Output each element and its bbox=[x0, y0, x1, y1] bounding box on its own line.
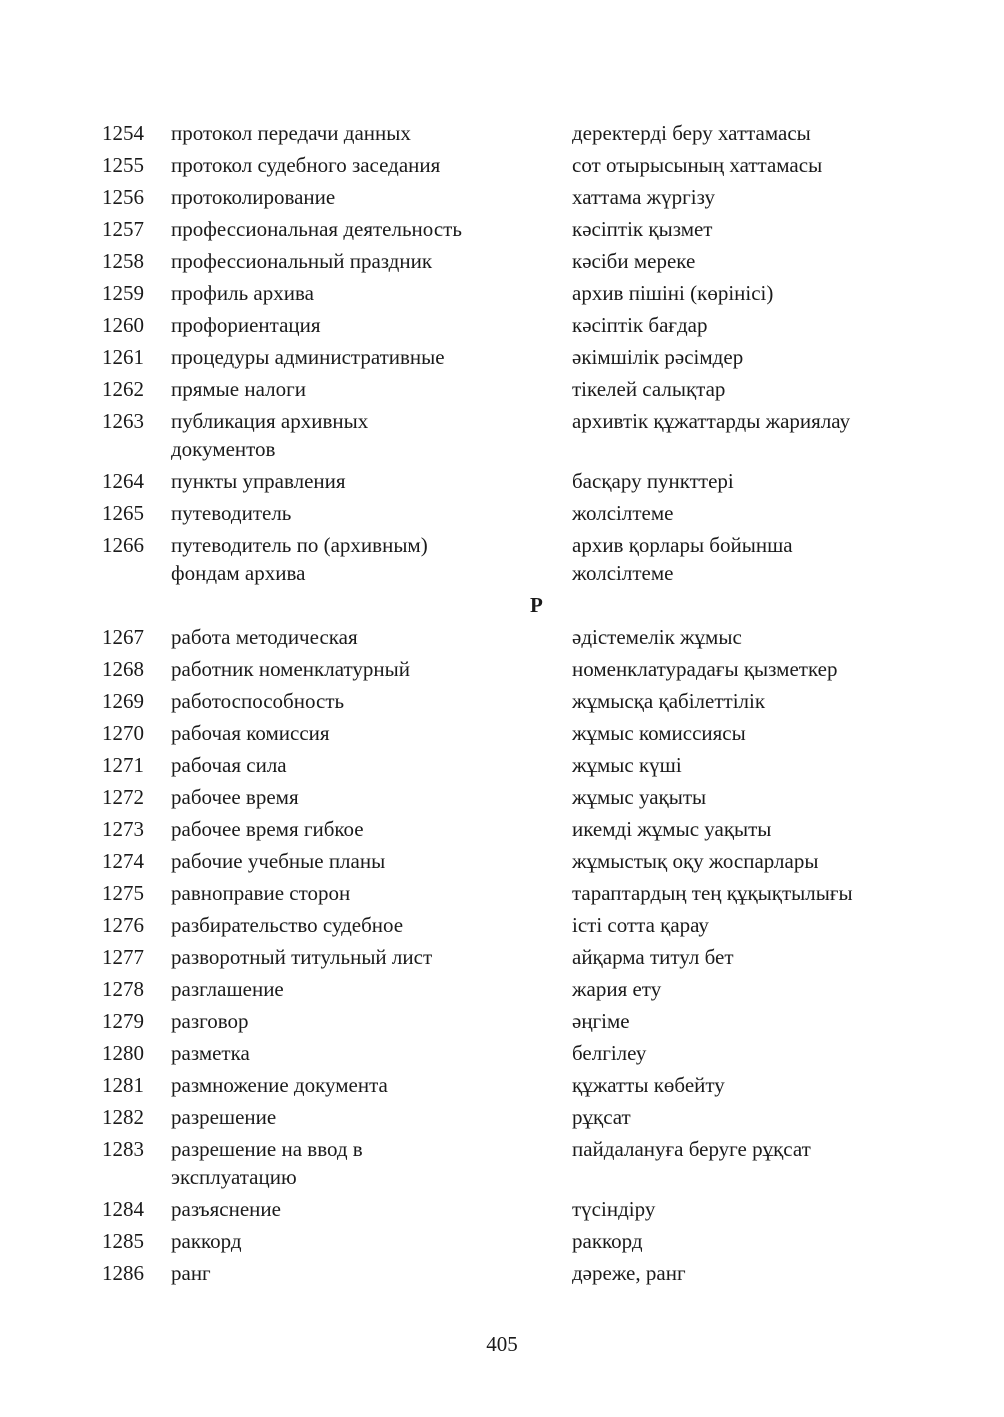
glossary-entry bbox=[102, 813, 902, 845]
entry-russian-term: ранг bbox=[171, 1261, 211, 1285]
entry-kazakh-term: жұмыс комиссиясы bbox=[572, 721, 746, 745]
glossary-entry bbox=[102, 1193, 902, 1225]
entry-russian-term: рабочее время bbox=[171, 785, 299, 809]
glossary-entry bbox=[102, 1225, 902, 1257]
entry-number: 1254 bbox=[102, 121, 144, 145]
entry-kazakh-term: әңгіме bbox=[572, 1009, 630, 1033]
entry-russian-term: пункты управления bbox=[171, 469, 346, 493]
page-number: 405 bbox=[486, 1332, 518, 1356]
entry-kazakh-term: пайдалануға беруге рұқсат bbox=[572, 1137, 811, 1161]
glossary-entry bbox=[102, 117, 902, 149]
entry-russian-term: рабочие учебные планы bbox=[171, 849, 386, 873]
entry-russian-term: разговор bbox=[171, 1009, 249, 1033]
entry-number: 1276 bbox=[102, 913, 144, 937]
entry-number: 1275 bbox=[102, 881, 144, 905]
entry-russian-term: работник номенклатурный bbox=[171, 657, 410, 681]
entry-number: 1266 bbox=[102, 533, 144, 557]
entry-number: 1256 bbox=[102, 185, 144, 209]
glossary-entry bbox=[102, 845, 902, 877]
entry-number: 1263 bbox=[102, 409, 144, 433]
entry-kazakh-term: кәсіби мереке bbox=[572, 249, 696, 273]
entry-number: 1268 bbox=[102, 657, 144, 681]
entry-kazakh-term: номенклатурадағы қызметкер bbox=[572, 657, 838, 681]
section-letter: Р bbox=[530, 593, 543, 617]
entry-number: 1285 bbox=[102, 1229, 144, 1253]
entry-kazakh-term: басқару пункттері bbox=[572, 469, 734, 493]
entry-kazakh-term: жолсілтеме bbox=[572, 501, 674, 525]
entry-number: 1282 bbox=[102, 1105, 144, 1129]
entry-kazakh-term: түсіндіру bbox=[572, 1197, 656, 1221]
entry-kazakh-term: архив пішіні (көрінісі) bbox=[572, 281, 774, 305]
entry-kazakh-term: істі сотта қарау bbox=[572, 913, 709, 937]
entry-number: 1284 bbox=[102, 1197, 144, 1221]
entry-number: 1274 bbox=[102, 849, 144, 873]
glossary-entry bbox=[102, 405, 902, 465]
entry-kazakh-term: архив қорлары бойынша жолсілтеме bbox=[572, 533, 793, 585]
entry-kazakh-term: тікелей салықтар bbox=[572, 377, 726, 401]
entry-russian-term: раккорд bbox=[171, 1229, 242, 1253]
entry-number: 1259 bbox=[102, 281, 144, 305]
glossary-entry bbox=[102, 1133, 902, 1193]
glossary-entry bbox=[102, 181, 902, 213]
entry-number: 1277 bbox=[102, 945, 144, 969]
glossary-entry bbox=[102, 717, 902, 749]
glossary-entry bbox=[102, 781, 902, 813]
entry-russian-term: путеводитель bbox=[171, 501, 292, 525]
entry-kazakh-term: жұмысқа қабілеттілік bbox=[572, 689, 766, 713]
glossary-section-r bbox=[102, 621, 902, 1289]
entry-number: 1279 bbox=[102, 1009, 144, 1033]
glossary-entry bbox=[102, 1101, 902, 1133]
glossary-entry bbox=[102, 213, 902, 245]
entry-russian-term: разворотный титульный лист bbox=[171, 945, 433, 969]
entry-russian-term: рабочее время гибкое bbox=[171, 817, 364, 841]
entry-russian-term: разбирательство судебное bbox=[171, 913, 404, 937]
glossary-entry bbox=[102, 685, 902, 717]
entry-number: 1272 bbox=[102, 785, 144, 809]
entry-kazakh-term: тараптардың тең құқықтылығы bbox=[572, 881, 853, 905]
entry-number: 1261 bbox=[102, 345, 144, 369]
glossary-entry bbox=[102, 277, 902, 309]
glossary-entry bbox=[102, 341, 902, 373]
entry-kazakh-term: жұмыс күші bbox=[572, 753, 682, 777]
entry-kazakh-term: раккорд bbox=[572, 1229, 643, 1253]
entry-russian-term: профориентация bbox=[171, 313, 321, 337]
entry-russian-term: профессиональный праздник bbox=[171, 249, 433, 273]
entry-russian-term: прямые налоги bbox=[171, 377, 306, 401]
glossary-entry bbox=[102, 653, 902, 685]
entry-kazakh-term: әдістемелік жұмыс bbox=[572, 625, 742, 649]
entry-kazakh-term: жария ету bbox=[572, 977, 662, 1001]
entry-russian-term: профиль архива bbox=[171, 281, 314, 305]
glossary-section-p-end bbox=[102, 117, 902, 589]
entry-kazakh-term: құжатты көбейту bbox=[572, 1073, 725, 1097]
entry-russian-term: рабочая комиссия bbox=[171, 721, 330, 745]
entry-kazakh-term: жұмыс уақыты bbox=[572, 785, 707, 809]
entry-number: 1257 bbox=[102, 217, 144, 241]
glossary-entry bbox=[102, 877, 902, 909]
entry-number: 1258 bbox=[102, 249, 144, 273]
entry-russian-term: равноправие сторон bbox=[171, 881, 351, 905]
entry-kazakh-term: кәсіптік қызмет bbox=[572, 217, 713, 241]
entry-kazakh-term: хаттама жүргізу bbox=[572, 185, 715, 209]
entry-russian-term: публикация архивных документов bbox=[171, 409, 369, 461]
glossary-entry bbox=[102, 1005, 902, 1037]
entry-kazakh-term: белгілеу bbox=[572, 1041, 647, 1065]
entry-number: 1260 bbox=[102, 313, 144, 337]
entry-russian-term: разрешение на ввод в эксплуатацию bbox=[171, 1137, 363, 1189]
entry-russian-term: разрешение bbox=[171, 1105, 277, 1129]
glossary-entry bbox=[102, 529, 902, 589]
entry-russian-term: протоколирование bbox=[171, 185, 336, 209]
entry-number: 1262 bbox=[102, 377, 144, 401]
entry-kazakh-term: жұмыстық оқу жоспарлары bbox=[572, 849, 819, 873]
entry-number: 1278 bbox=[102, 977, 144, 1001]
entry-russian-term: работоспособность bbox=[171, 689, 345, 713]
entry-number: 1269 bbox=[102, 689, 144, 713]
entry-kazakh-term: рұқсат bbox=[572, 1105, 631, 1129]
entry-kazakh-term: икемді жұмыс уақыты bbox=[572, 817, 772, 841]
glossary-entry bbox=[102, 1257, 902, 1289]
entry-russian-term: профессиональная деятельность bbox=[171, 217, 462, 241]
entry-number: 1271 bbox=[102, 753, 144, 777]
glossary-entry bbox=[102, 749, 902, 781]
glossary-entry bbox=[102, 941, 902, 973]
glossary-entry bbox=[102, 309, 902, 341]
entry-kazakh-term: айқарма титул бет bbox=[572, 945, 734, 969]
entry-number: 1255 bbox=[102, 153, 144, 177]
entry-kazakh-term: дәреже, ранг bbox=[572, 1261, 686, 1285]
glossary-entry bbox=[102, 373, 902, 405]
glossary-entry bbox=[102, 149, 902, 181]
entry-russian-term: разметка bbox=[171, 1041, 250, 1065]
glossary-list bbox=[102, 117, 902, 1289]
entry-russian-term: разглашение bbox=[171, 977, 284, 1001]
entry-number: 1265 bbox=[102, 501, 144, 525]
entry-number: 1286 bbox=[102, 1261, 144, 1285]
entry-kazakh-term: кәсіптік бағдар bbox=[572, 313, 708, 337]
entry-kazakh-term: әкімшілік рәсімдер bbox=[572, 345, 744, 369]
glossary-entry bbox=[102, 497, 902, 529]
entry-number: 1283 bbox=[102, 1137, 144, 1161]
glossary-entry bbox=[102, 621, 902, 653]
entry-russian-term: рабочая сила bbox=[171, 753, 287, 777]
entry-russian-term: протокол передачи данных bbox=[171, 121, 411, 145]
entry-number: 1280 bbox=[102, 1041, 144, 1065]
entry-kazakh-term: сот отырысының хаттамасы bbox=[572, 153, 823, 177]
entry-russian-term: разъяснение bbox=[171, 1197, 281, 1221]
entry-number: 1273 bbox=[102, 817, 144, 841]
glossary-entry bbox=[102, 245, 902, 277]
glossary-entry bbox=[102, 1037, 902, 1069]
entry-russian-term: путеводитель по (архивным) фондам архива bbox=[171, 533, 428, 585]
entry-russian-term: протокол судебного заседания bbox=[171, 153, 441, 177]
entry-number: 1270 bbox=[102, 721, 144, 745]
entry-russian-term: работа методическая bbox=[171, 625, 358, 649]
entry-russian-term: размножение документа bbox=[171, 1073, 388, 1097]
entry-kazakh-term: архивтік құжаттарды жариялау bbox=[572, 409, 851, 433]
entry-russian-term: процедуры административные bbox=[171, 345, 445, 369]
glossary-entry bbox=[102, 465, 902, 497]
entry-kazakh-term: деректерді беру хаттамасы bbox=[572, 121, 811, 145]
entry-number: 1281 bbox=[102, 1073, 144, 1097]
entry-number: 1264 bbox=[102, 469, 144, 493]
glossary-entry bbox=[102, 973, 902, 1005]
glossary-entry bbox=[102, 909, 902, 941]
entry-number: 1267 bbox=[102, 625, 144, 649]
glossary-entry bbox=[102, 1069, 902, 1101]
